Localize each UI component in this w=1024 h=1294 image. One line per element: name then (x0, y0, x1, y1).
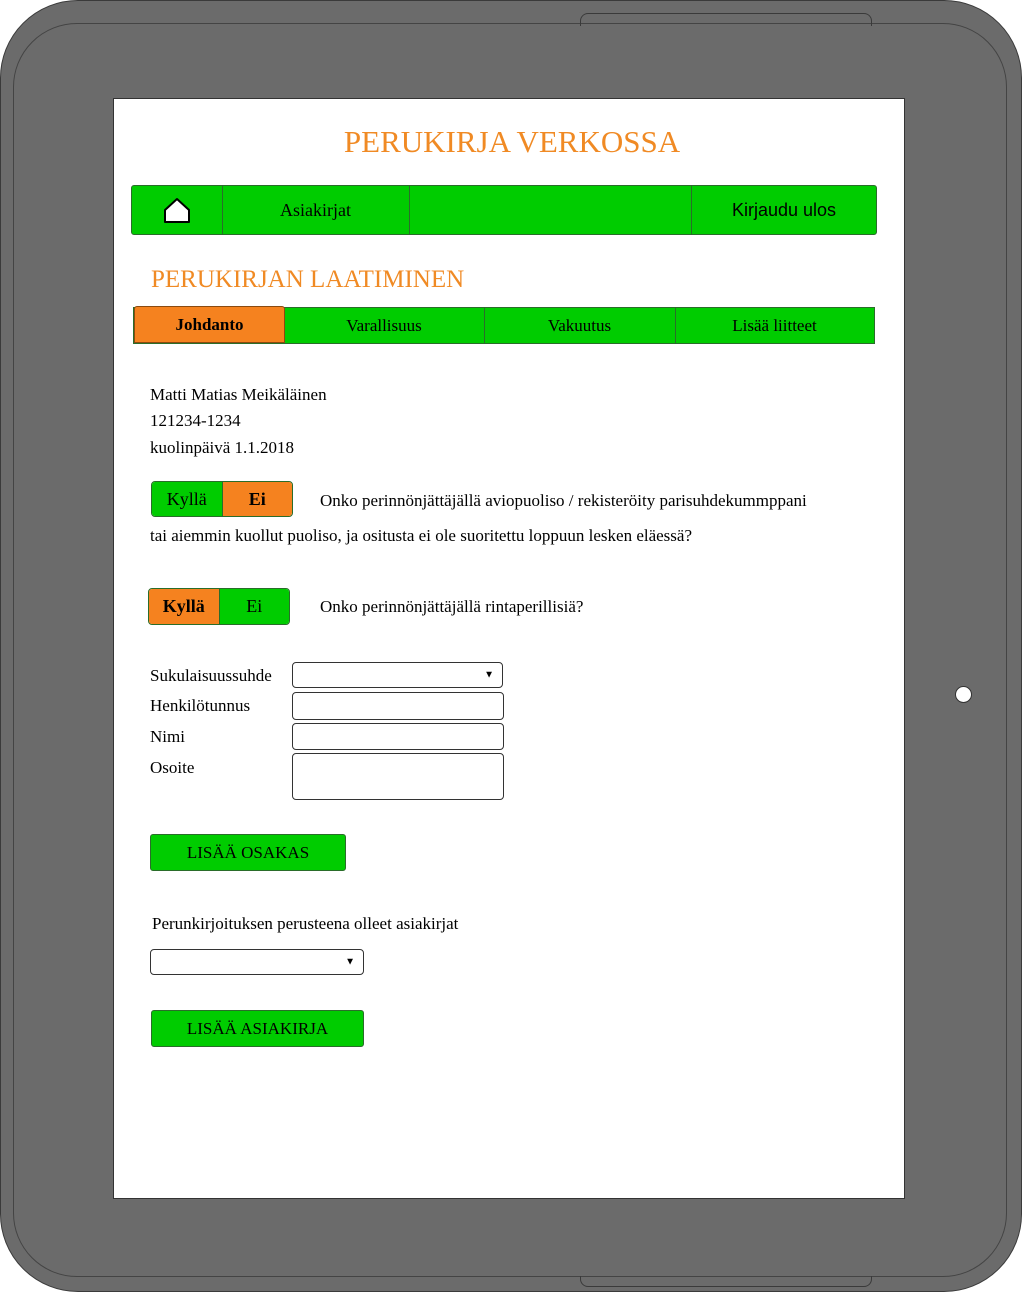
tab-varallisuus[interactable]: Varallisuus (284, 308, 485, 343)
nav-spacer (409, 186, 692, 234)
deceased-name: Matti Matias Meikäläinen (150, 385, 327, 404)
nav-logout[interactable]: Kirjaudu ulos (731, 199, 837, 220)
deceased-death-date: kuolinpäivä 1.1.2018 (150, 438, 295, 457)
spouse-no-button[interactable]: Ei (222, 482, 293, 516)
documents-select[interactable] (150, 949, 364, 975)
heirs-no-button[interactable]: Ei (219, 589, 290, 624)
spouse-yes-button[interactable]: Kyllä (152, 482, 222, 516)
address-label: Osoite (150, 758, 195, 777)
address-textarea[interactable] (292, 753, 504, 800)
add-document-button[interactable]: LISÄÄ ASIAKIRJA (151, 1010, 364, 1047)
name-input[interactable] (292, 723, 504, 750)
name-label: Nimi (150, 727, 185, 746)
ssn-label: Henkilötunnus (150, 696, 251, 715)
tab-johdanto[interactable]: Johdanto (134, 306, 285, 343)
add-party-button[interactable]: LISÄÄ OSAKAS (150, 834, 346, 871)
section-title: PERUKIRJAN LAATIMINEN (151, 266, 465, 293)
main-nav (131, 185, 877, 235)
relation-label: Sukulaisuussuhde (150, 666, 272, 685)
tab-bar (133, 307, 875, 344)
nav-documents[interactable]: Asiakirjat (222, 186, 410, 234)
documents-label: Perunkirjoituksen perusteena olleet asiakirjat (152, 914, 459, 933)
relation-select[interactable] (292, 662, 503, 688)
spouse-question-line2: tai aiemmin kuollut puoliso, ja ositusta ei ole suoritettu loppuun lesken eläessä? (150, 526, 693, 545)
spouse-toggle (151, 481, 293, 517)
tab-lisaa-liitteet[interactable]: Lisää liitteet (732, 315, 817, 335)
chevron-down-icon: ▼ (345, 956, 355, 968)
heirs-question: Onko perinnönjättäjällä rintaperillisiä? (320, 597, 584, 616)
tab-vakuutus[interactable]: Vakuutus (484, 308, 676, 343)
chevron-down-icon: ▼ (484, 669, 494, 681)
tablet-bottom-button (580, 1276, 872, 1287)
tablet-home-button (955, 686, 972, 703)
app-title: PERUKIRJA VERKOSSA (343, 124, 681, 159)
nav-home[interactable] (132, 186, 223, 234)
spouse-question-line1: Onko perinnönjättäjällä aviopuoliso / rekisteröity parisuhdekummppani (320, 491, 807, 510)
home-icon (162, 197, 192, 223)
ssn-input[interactable] (292, 692, 504, 720)
deceased-id: 121234-1234 (150, 411, 241, 430)
heirs-toggle (148, 588, 290, 625)
heirs-yes-button[interactable]: Kyllä (149, 589, 219, 624)
tablet-top-button (580, 13, 872, 26)
